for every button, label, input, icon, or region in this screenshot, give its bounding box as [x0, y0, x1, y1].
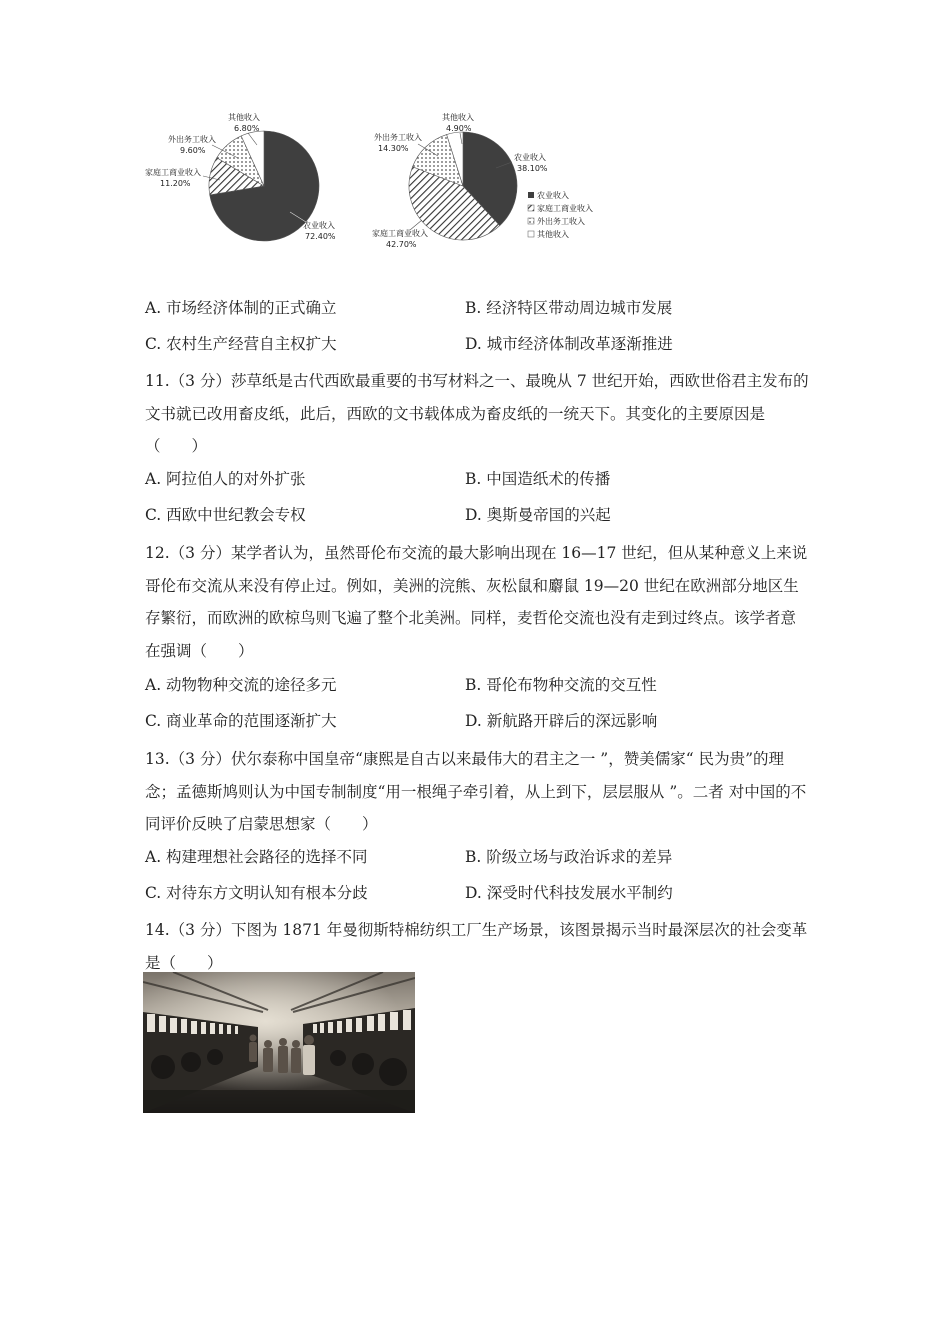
- legend-item-other: 其他收入: [537, 230, 569, 239]
- q13-option-b: B. 阶级立场与政治诉求的差异: [465, 848, 673, 866]
- q11-option-b: B. 中国造纸术的传播: [465, 470, 611, 488]
- q10-option-b: B. 经济特区带动周边城市发展: [465, 299, 673, 317]
- q10-option-a: A. 市场经济体制的正式确立: [145, 299, 337, 317]
- right-label-other: 其他收入: [442, 113, 474, 122]
- right-value-other: 4.90%: [446, 124, 472, 133]
- q12-stem: 12.（3 分）某学者认为，虽然哥伦布交流的最大影响出现在 16—17 世纪，但从某种意义上来说哥伦布交流从来没有停止过。例如，美洲的浣熊、灰松鼠和麝鼠 19—20 世纪在欧洲部分地区生存繁衍，而欧洲的欧椋鸟则飞遍了整个北美洲。同样，麦哲伦交流也没有走到过终点。该学者意在强调（ ）: [145, 544, 808, 660]
- q13-stem: 13.（3 分）伏尔泰称中国皇帝“康熙是自古以来最伟大的君主之一 ”，赞美儒家“ 民为贵”的理念；孟德斯鸠则认为中国专制制度“用一根绳子牵引着，从上到下，层层服从 ”。二者 对中国的不同评价反映了启蒙思想家（ ）: [145, 750, 807, 833]
- q12-option-d: D. 新航路开辟后的深远影响: [465, 712, 658, 730]
- q12-option-c: C. 商业革命的范围逐渐扩大: [145, 712, 337, 730]
- left-value-agriculture: 72.40%: [305, 232, 336, 241]
- left-value-migrant: 9.60%: [180, 146, 206, 155]
- left-label-other: 其他收入: [228, 113, 260, 122]
- q12-option-a: A. 动物物种交流的途径多元: [145, 676, 337, 694]
- right-value-migrant: 14.30%: [378, 144, 409, 153]
- q10-option-d: D. 城市经济体制改革逐渐推进: [465, 335, 673, 353]
- right-value-household: 42.70%: [386, 240, 417, 249]
- q14-stem: 14.（3 分）下图为 1871 年曼彻斯特棉纺织工厂生产场景，该图景揭示当时最深层次的社会变革是（ ）: [145, 921, 808, 972]
- q13-option-a: A. 构建理想社会路径的选择不同: [145, 848, 368, 866]
- q13-option-d: D. 深受时代科技发展水平制约: [465, 884, 673, 902]
- left-pie-chart: [145, 112, 336, 241]
- income-pie-charts-figure: [140, 108, 610, 253]
- right-pie-chart: [372, 112, 548, 249]
- left-label-household: 家庭工商业收入: [145, 168, 201, 177]
- legend-item-agriculture: 农业收入: [537, 191, 569, 200]
- right-label-household: 家庭工商业收入: [372, 229, 428, 238]
- left-value-household: 11.20%: [160, 179, 191, 188]
- q11-stem: 11.（3 分）莎草纸是古代西欧最重要的书写材料之一、最晚从 7 世纪开始，西欧世俗君主发布的文书就已改用畜皮纸，此后，西欧的文书载体成为畜皮纸的一统天下。其变化的主要原因是（ ）: [145, 372, 809, 455]
- legend-item-household: 家庭工商业收入: [537, 204, 593, 213]
- left-label-migrant: 外出务工收入: [168, 135, 216, 144]
- left-value-other: 6.80%: [234, 124, 260, 133]
- q11-option-d: D. 奥斯曼帝国的兴起: [465, 506, 611, 524]
- factory-photo: [143, 972, 415, 1113]
- right-label-agriculture: 农业收入: [514, 153, 546, 162]
- right-value-agriculture: 38.10%: [517, 164, 548, 173]
- q10-option-c: C. 农村生产经营自主权扩大: [145, 335, 337, 353]
- legend-item-migrant: 外出务工收入: [537, 217, 585, 226]
- q11-option-c: C. 西欧中世纪教会专权: [145, 506, 306, 524]
- q12-option-b: B. 哥伦布物种交流的交互性: [465, 676, 657, 694]
- q11-option-a: A. 阿拉伯人的对外扩张: [145, 470, 306, 488]
- left-label-agriculture: 农业收入: [303, 221, 335, 230]
- right-label-migrant: 外出务工收入: [374, 133, 422, 142]
- q13-option-c: C. 对待东方文明认知有根本分歧: [145, 884, 368, 902]
- pie-legend: [528, 190, 593, 239]
